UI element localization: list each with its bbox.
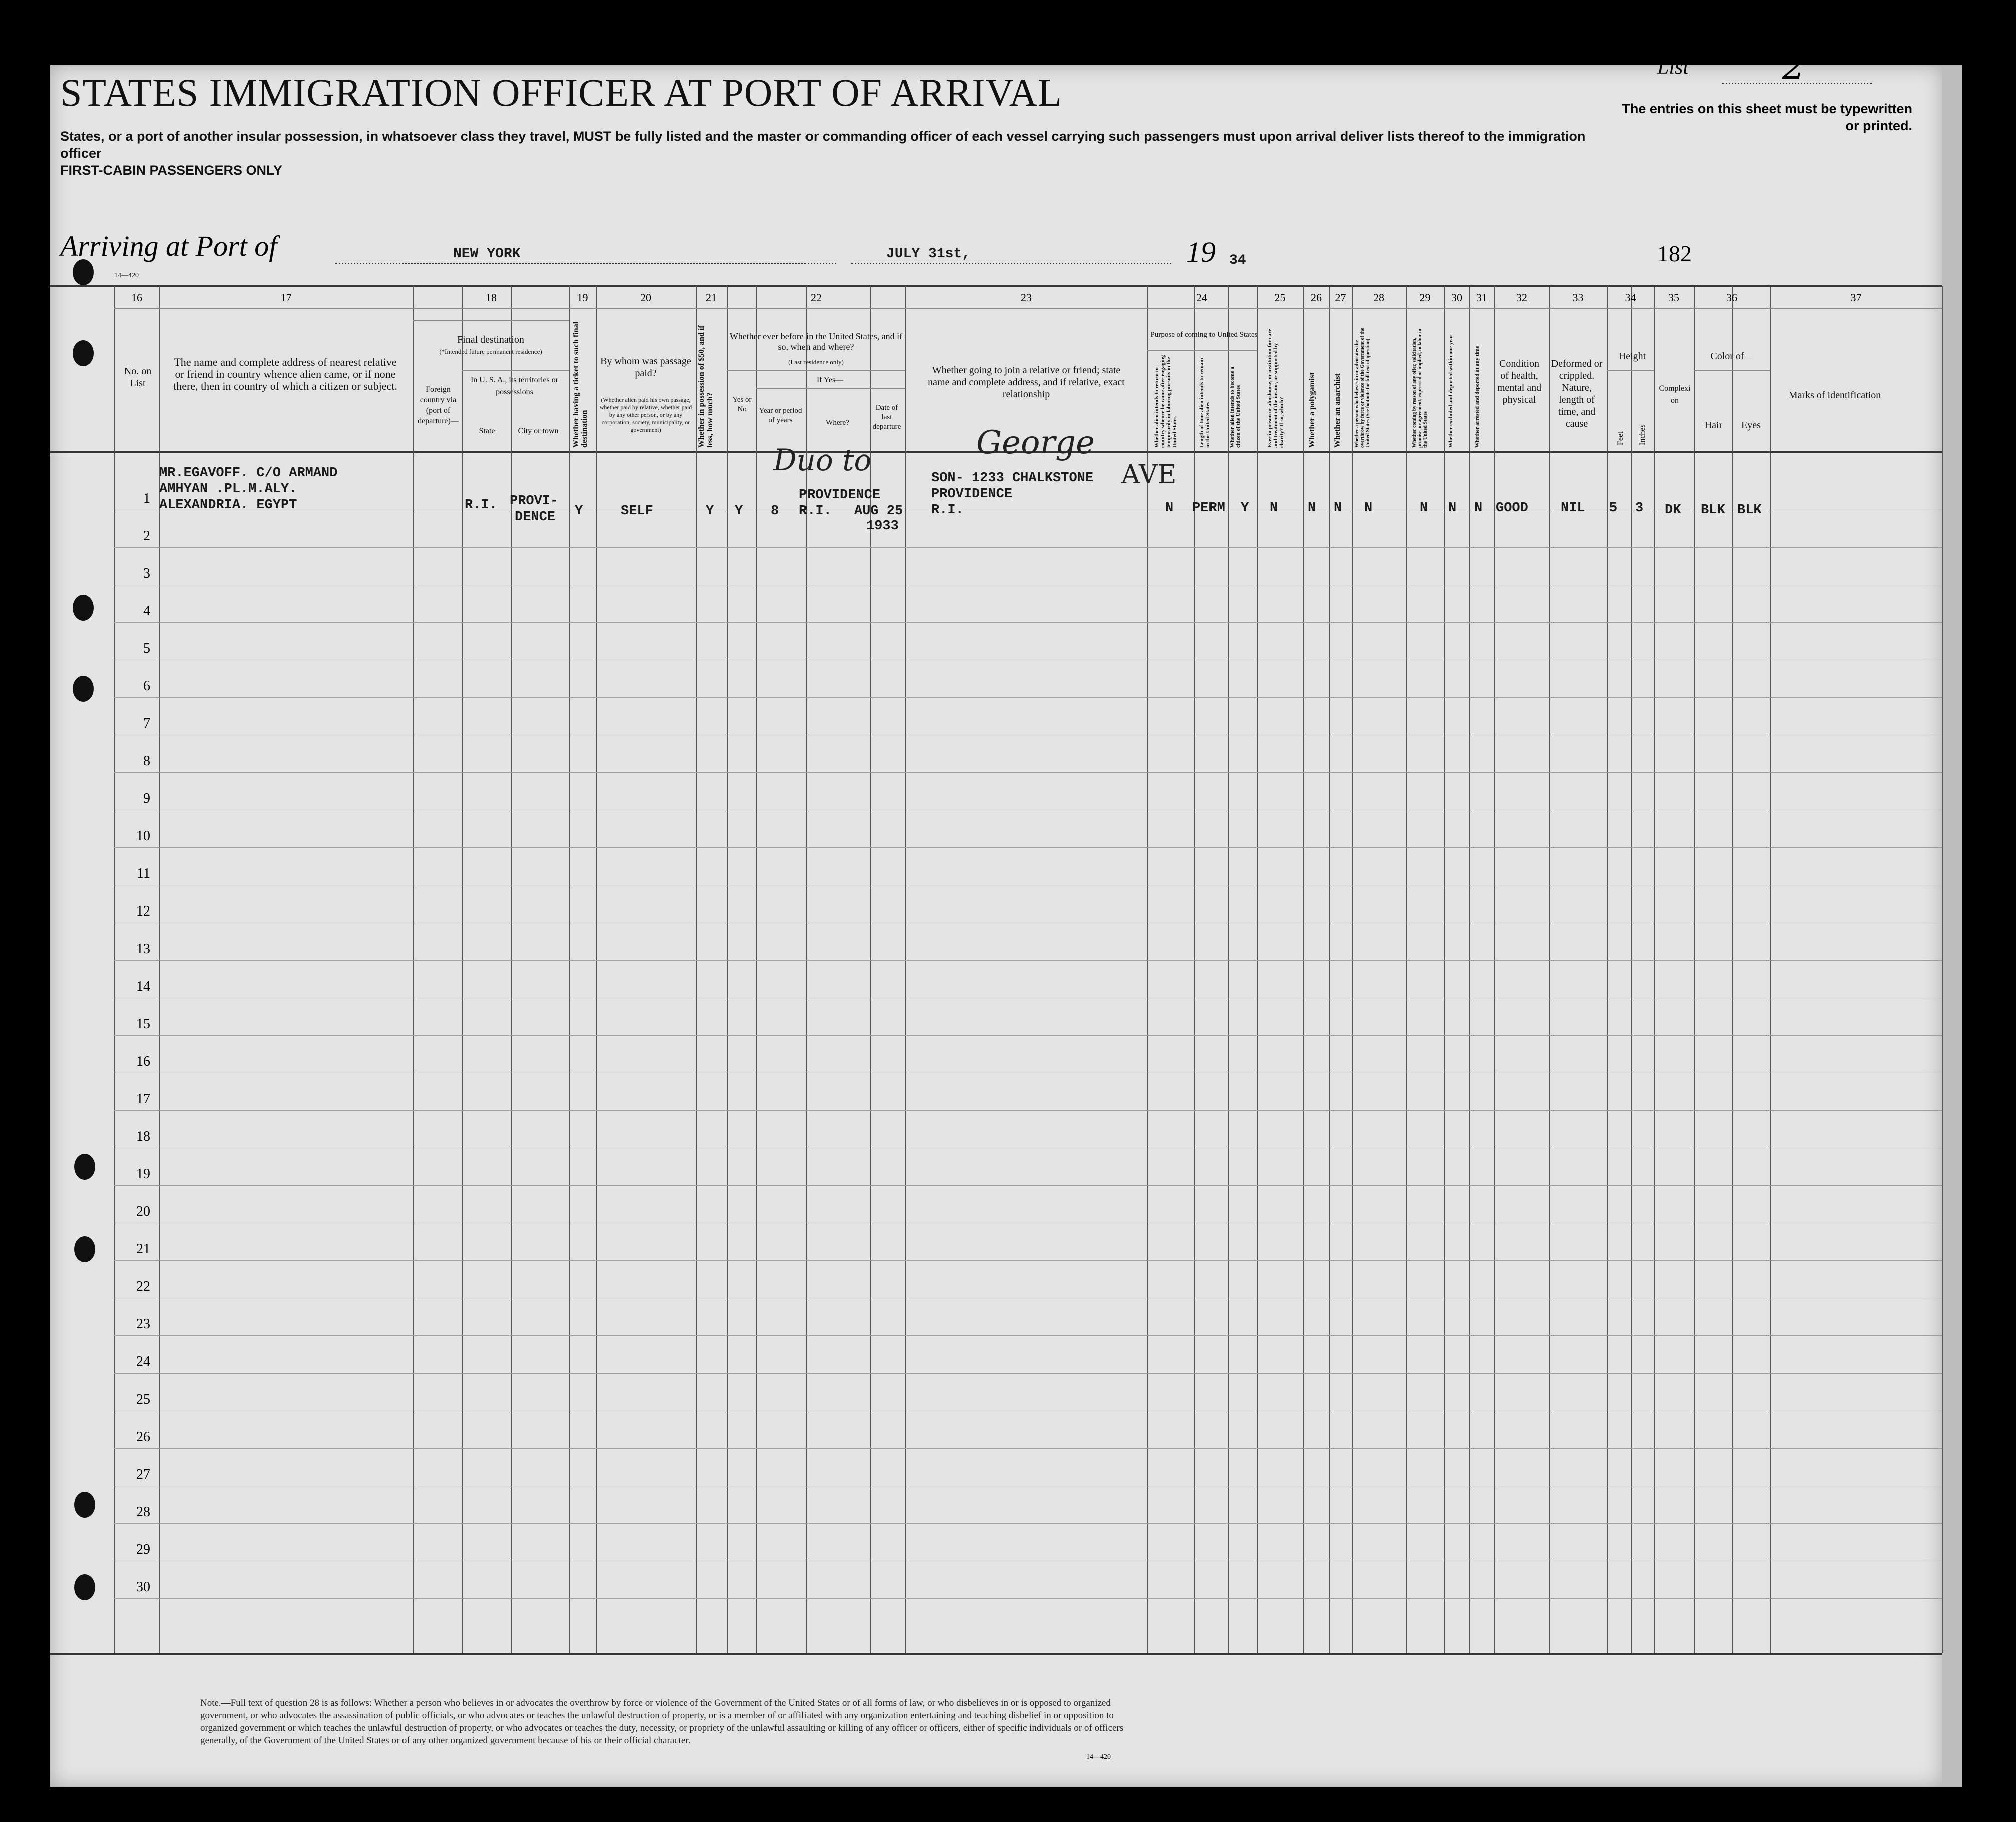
row-line xyxy=(114,1373,1942,1374)
punch-hole xyxy=(74,1574,95,1600)
col24a-header: Whether alien intends to return to country whence he came after engaging temporarily in laboring pursuits in the United States xyxy=(1154,355,1178,448)
arrival-port: NEW YORK xyxy=(453,246,521,262)
col19-header: Whether having a ticket to such final destination xyxy=(572,321,589,448)
header-sub-line xyxy=(1694,370,1770,371)
entry-eyes: BLK xyxy=(1737,503,1762,518)
entry-passage: SELF xyxy=(621,504,653,519)
arrival-date: JULY 31st, xyxy=(886,246,971,262)
row-number: 13 xyxy=(136,941,150,957)
row-number: 5 xyxy=(143,641,150,657)
col20-header: By whom was passage paid? xyxy=(600,356,691,379)
entry-relative-line2: AMHYAN .PL.M.ALY. xyxy=(159,482,297,497)
header-sub-line xyxy=(1607,370,1654,371)
row-number: 28 xyxy=(136,1504,150,1520)
punch-hole xyxy=(74,1236,95,1262)
entry-where-line1: PROVIDENCE xyxy=(799,488,881,503)
entry-join-line1: SON- 1233 CHALKSTONE xyxy=(931,471,1094,486)
entry-inches: 3 xyxy=(1635,501,1644,516)
col22-ifyes: If Yes— xyxy=(816,376,844,384)
row-number: 15 xyxy=(136,1016,150,1032)
header-sub-line xyxy=(756,388,905,389)
column-number: 35 xyxy=(1668,291,1679,304)
row-number: 21 xyxy=(136,1241,150,1257)
row-line xyxy=(114,1598,1942,1599)
footnote-code: 14—420 xyxy=(1086,1753,1111,1761)
entry-join-line2: PROVIDENCE xyxy=(931,487,1013,502)
entry-length: PERM xyxy=(1192,501,1225,516)
arriving-label: Arriving at Port of xyxy=(60,230,277,262)
document-title: STATES IMMIGRATION OFFICER AT PORT OF ARRIVAL xyxy=(60,71,1062,114)
col32-header: Condition of health, mental and physical xyxy=(1497,358,1542,405)
year-prefix: 19 xyxy=(1186,236,1216,268)
entry-deported: N xyxy=(1474,501,1483,516)
row-line xyxy=(114,622,1942,623)
row-number: 20 xyxy=(136,1204,150,1220)
col25-header: Ever in prison or almshouse, or institution for care and treatment of the insane, or supported by charity? If so, which? xyxy=(1267,329,1285,448)
list-line xyxy=(1722,83,1872,84)
column-number: 31 xyxy=(1476,291,1487,304)
entry-polygamist: N xyxy=(1308,501,1316,516)
entry-date-line2: 1933 xyxy=(866,519,899,534)
row-number: 8 xyxy=(143,753,150,769)
column-number: 21 xyxy=(706,291,717,304)
punch-hole xyxy=(73,259,94,285)
col18-title: Final destination xyxy=(457,334,524,345)
entry-anarchist: N xyxy=(1334,501,1342,516)
col36-hair: Hair xyxy=(1704,420,1723,431)
sheet-edge xyxy=(1942,65,1962,1787)
entry-hair: BLK xyxy=(1701,503,1725,518)
entry-prison: N xyxy=(1270,501,1278,516)
entry-feet: 5 xyxy=(1609,501,1618,516)
col37-header: Marks of identification xyxy=(1788,390,1881,401)
entry-citizen: Y xyxy=(1241,501,1249,516)
entry-date-line1: AUG 25 xyxy=(854,504,903,519)
entry-handwritten-join: George xyxy=(976,424,1095,462)
page-number: 182 xyxy=(1657,241,1692,266)
entry-handwritten-where: Duo to xyxy=(773,443,872,477)
row-line xyxy=(114,960,1942,961)
entry-where-line2: R.I. xyxy=(799,504,832,519)
column-number: 33 xyxy=(1572,291,1584,304)
row-number: 26 xyxy=(136,1429,150,1445)
row-number: 2 xyxy=(143,528,150,544)
port-line xyxy=(335,263,836,264)
column-number: 36 xyxy=(1726,291,1737,304)
entry-labor: N xyxy=(1420,501,1428,516)
punch-hole xyxy=(73,676,94,702)
col18-city: City or town xyxy=(518,427,559,435)
row-number: 16 xyxy=(136,1054,150,1070)
row-number: 11 xyxy=(137,866,150,882)
row-number: 9 xyxy=(143,791,150,807)
col28-header: Whether a person who believes in or advocates the overthrow by force or violence of the Government of the United States (See footnote for full text of question) xyxy=(1354,328,1371,448)
row-number: 14 xyxy=(136,979,150,995)
col24-title: Purpose of coming to United States xyxy=(1150,331,1258,339)
col36-title: Color of— xyxy=(1710,351,1754,362)
col34-inches: Inches xyxy=(1638,424,1647,445)
entry-overthrow: N xyxy=(1364,501,1373,516)
row-line xyxy=(114,1110,1942,1111)
punch-hole xyxy=(74,1154,95,1180)
subtitle-line1: States, or a port of another insular possession, in whatsoever class they travel, MUST be fully listed and the master or commanding officer of each vessel carrying such passengers must upon arrival deliver lists thereof to the immigration officer xyxy=(60,129,1586,161)
col18-state: State xyxy=(479,427,495,435)
column-number: 20 xyxy=(640,291,651,304)
row-number: 17 xyxy=(136,1091,150,1107)
entry-excluded: N xyxy=(1448,501,1457,516)
col34-title: Height xyxy=(1618,351,1646,362)
col22-note: (Last residence only) xyxy=(788,358,844,366)
row-number: 25 xyxy=(136,1392,150,1408)
col29-header: Whether coming by reason of any offer, solicitation, promise, or agreement, expressed or implied, to labor in the United States xyxy=(1412,328,1428,448)
col18-usa: In U. S. A., its territories or possessions xyxy=(470,376,559,396)
column-number: 29 xyxy=(1419,291,1431,304)
column-number: 22 xyxy=(811,291,822,304)
row-number: 18 xyxy=(136,1129,150,1145)
column-number: 17 xyxy=(280,291,292,304)
col18-foreign: Foreign country via (port of departure)— xyxy=(418,385,459,425)
year-suffix: 34 xyxy=(1229,253,1246,268)
col31-header: Whether arrested and deported at any time xyxy=(1474,346,1480,448)
entry-handwritten-ave: AVE xyxy=(1121,460,1177,490)
col23-header: Whether going to join a relative or friend; state name and complete address, and if relative, exact relationship xyxy=(928,365,1125,400)
row-number: 29 xyxy=(136,1542,150,1558)
entry-years: 8 xyxy=(771,504,779,519)
col16-header: No. on List xyxy=(124,366,152,389)
col26-header: Whether a polygamist xyxy=(1308,372,1316,448)
col24c-header: Whether alien intends to become a citizen of the United States xyxy=(1229,366,1241,448)
column-number: 34 xyxy=(1625,291,1636,304)
entry-complexion: DK xyxy=(1665,503,1681,518)
col22-where: Where? xyxy=(826,419,849,427)
column-number: 16 xyxy=(131,291,142,304)
column-number: 25 xyxy=(1274,291,1286,304)
col18-note: (*Intended future permanent residence) xyxy=(439,348,542,355)
list-label: List xyxy=(1657,56,1689,79)
row-number: 3 xyxy=(143,566,150,582)
row-line xyxy=(114,847,1942,848)
row-number: 1 xyxy=(143,491,150,507)
document-subtitle xyxy=(60,128,1612,179)
row-line xyxy=(114,1523,1942,1524)
punch-hole xyxy=(73,595,94,621)
header-top-rule xyxy=(50,285,1942,287)
col17-header: The name and complete address of nearest relative or friend in country whence alien came, or if none there, then in country of which a citizen or subject. xyxy=(173,356,397,392)
date-line xyxy=(851,263,1171,264)
header-sub-line xyxy=(114,308,1942,309)
col22-year: Year or period of years xyxy=(759,407,802,424)
entry-city-line1: PROVI- xyxy=(510,494,559,509)
row-line xyxy=(114,1185,1942,1186)
row-number: 19 xyxy=(136,1166,150,1182)
typewritten-note: The entries on this sheet must be typewritten or printed. xyxy=(1622,101,1912,133)
row-line xyxy=(114,1335,1942,1336)
col22-title: Whether ever before in the United States, and if so, when and where? xyxy=(729,331,903,352)
entry-city-line2: DENCE xyxy=(515,510,556,525)
column-number: 28 xyxy=(1373,291,1384,304)
row-line xyxy=(114,1260,1942,1261)
footnote: Note.—Full text of question 28 is as follows: Whether a person who believes in or advocates the overthrow by force or violence of the Government of the United States or of all forms of law, or who disbelieves in or is opposed to organized government, or who advocates the assassination of public officials, or who advocates or teaches the unlawful destruction of property, or is a member of or affiliated with any organization entertaining and teaching disbelief in or opposition to organized government or which teaches the unlawful destruction of property, or who advocates or teaches the duty, necessity, or propriety of the unlawful assaulting or killing of any officer or officers, either of specific individuals or of officers generally, of the Government of the United States or of any other organized government because of his or their official character. xyxy=(200,1698,1124,1746)
entry-state: R.I. xyxy=(465,498,497,513)
row-number: 27 xyxy=(136,1467,150,1483)
row-number: 24 xyxy=(136,1354,150,1370)
row-number: 30 xyxy=(136,1579,150,1595)
row-line xyxy=(114,1035,1942,1036)
row-line xyxy=(114,547,1942,548)
punch-hole xyxy=(73,340,94,366)
entry-health: GOOD xyxy=(1496,501,1528,516)
column-number: 27 xyxy=(1335,291,1346,304)
col35-header: Complexion xyxy=(1659,384,1691,405)
entry-return: N xyxy=(1165,501,1174,516)
col27-header: Whether an anarchist xyxy=(1333,373,1342,448)
header-sub-line xyxy=(413,320,569,321)
form-code: 14—420 xyxy=(114,272,139,279)
entry-fifty: Y xyxy=(706,504,714,519)
row-number: 23 xyxy=(136,1316,150,1332)
entry-relative-line3: ALEXANDRIA. EGYPT xyxy=(159,498,297,513)
row-line xyxy=(114,697,1942,698)
entry-join-line3: R.I. xyxy=(931,503,964,518)
column-number: 26 xyxy=(1311,291,1322,304)
row-number: 4 xyxy=(143,603,150,619)
column-number: 24 xyxy=(1196,291,1207,304)
column-number: 32 xyxy=(1516,291,1527,304)
col24b-header: Length of time alien intends to remain in the United States xyxy=(1199,358,1211,448)
manifest-sheet xyxy=(50,65,1942,1787)
grid-column-line xyxy=(1942,286,1943,1653)
header-sub-line xyxy=(727,370,905,371)
column-number: 19 xyxy=(577,291,588,304)
col36-eyes: Eyes xyxy=(1741,420,1761,431)
col21-header: Whether in possession of $50, and if less, how much? xyxy=(697,325,714,448)
col30-header: Whether excluded and deported within one year xyxy=(1448,334,1454,448)
entry-ticket: Y xyxy=(575,504,583,519)
entry-relative-line1: MR.EGAVOFF. C/O ARMAND xyxy=(159,466,338,481)
header-sub-line xyxy=(1147,350,1257,351)
col22-yesno: Yes or No xyxy=(732,396,752,413)
column-number: 30 xyxy=(1451,291,1462,304)
col22-date: Date of last departure xyxy=(872,404,901,431)
row-line xyxy=(114,1448,1942,1449)
entry-deformed: NIL xyxy=(1561,501,1585,516)
row-line xyxy=(114,772,1942,773)
list-value: 2 xyxy=(1782,45,1805,87)
row-number: 12 xyxy=(136,903,150,920)
entry-before-yes: Y xyxy=(735,504,743,519)
col33-header: Deformed or crippled. Nature, length of time, and cause xyxy=(1551,358,1603,429)
col34-feet: Feet xyxy=(1616,431,1625,445)
row-number: 6 xyxy=(143,678,150,694)
subtitle-line2: FIRST-CABIN PASSENGERS ONLY xyxy=(60,163,283,178)
col20-note: (Whether alien paid his own passage, whether paid by relative, whether paid by any other person, or by any corporation, society, municipality, or government) xyxy=(599,396,692,433)
punch-hole xyxy=(74,1492,95,1518)
row-number: 10 xyxy=(136,828,150,844)
column-number: 23 xyxy=(1021,291,1032,304)
column-number: 37 xyxy=(1850,291,1862,304)
row-number: 7 xyxy=(143,716,150,732)
table-bottom-rule xyxy=(50,1653,1942,1655)
column-number: 18 xyxy=(486,291,497,304)
row-number: 22 xyxy=(136,1279,150,1295)
header-sub-line xyxy=(462,370,569,371)
